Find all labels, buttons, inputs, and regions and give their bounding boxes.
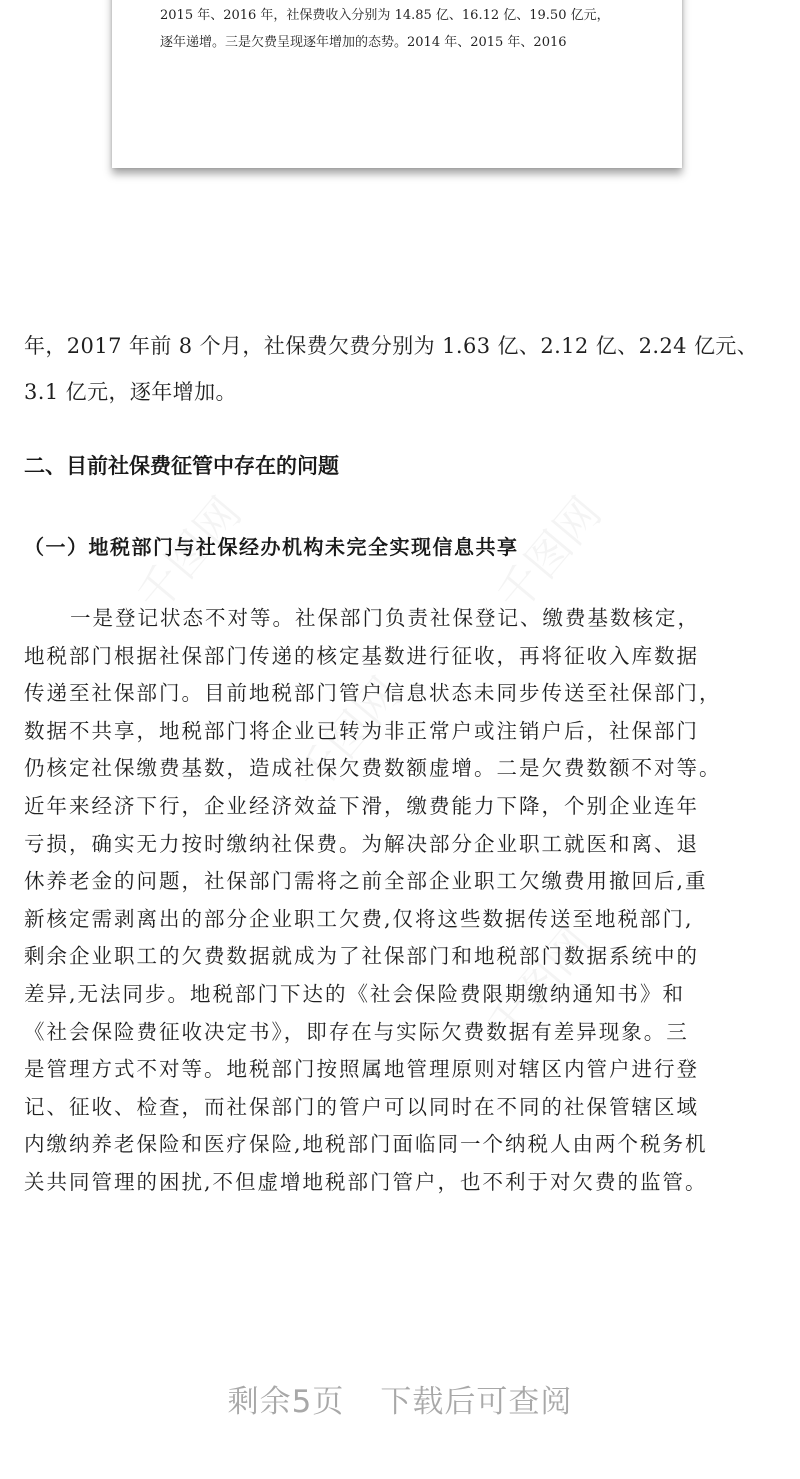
body-line: 数据不共享，地税部门将企业已转为非正常户或注销户后，社保部门 [24, 718, 699, 743]
body-line: 地税部门根据社保部门传递的核定基数进行征收，再将征收入库数据 [24, 643, 699, 668]
body-line: 内缴纳养老保险和医疗保险,地税部门面临同一个纳税人由两个税务机 [24, 1132, 708, 1157]
body-line: 剩余企业职工的欠费数据就成为了社保部门和地税部门数据系统中的 [24, 944, 699, 969]
body-line: 《社会保险费征收决定书》，即存在与实际欠费数据有差异现象。三 [24, 1019, 689, 1044]
download-prompt[interactable] [0, 1376, 800, 1421]
body-line: 记、征收、检查，而社保部门的管户可以同时在不同的社保管辖区域 [24, 1094, 699, 1119]
preview-line: 逐年递增。三是欠费呈现逐年增加的态势。2014 年、2015 年、2016 [160, 35, 567, 50]
body-line: 差异,无法同步。地税部门下达的《社会保险费限期缴纳通知书》和 [24, 981, 686, 1006]
continuation-line: 3.1 亿元，逐年增加。 [24, 380, 237, 404]
continuation-line: 年，2017 年前 8 个月，社保费欠费分别为 1.63 亿、2.12 亿、2.24 亿元、 [24, 334, 759, 358]
preview-line: 2015 年、2016 年，社保费收入分别为 14.85 亿、16.12 亿、19.50 亿元， [160, 8, 610, 23]
body-line: 传递至社保部门。目前地税部门管户信息状态未同步传送至社保部门， [24, 681, 722, 706]
download-to-view-link[interactable]: 下载后可查阅 [380, 1384, 573, 1420]
body-line: 关共同管理的困扰,不但虚增地税部门管户，也不利于对欠费的监管。 [24, 1169, 708, 1194]
body-line: 新核定需剥离出的部分企业职工欠费,仅将这些数据传送至地税部门, [24, 906, 694, 931]
body-paragraph [24, 600, 794, 1202]
body-line: 亏损，确实无力按时缴纳社保费。为解决部分企业职工就医和离、退 [24, 831, 699, 856]
body-line: 近年来经济下行，企业经济效益下滑，缴费能力下降，个别企业连年 [24, 793, 699, 818]
subsection-heading: （一）地税部门与社保经办机构未完全实现信息共享 [24, 535, 519, 559]
page-preview-card [112, 0, 682, 168]
remaining-pages-text[interactable]: 剩余5页 [227, 1384, 345, 1420]
body-line: 休养老金的问题，社保部门需将之前全部企业职工欠缴费用撤回后,重 [24, 869, 708, 894]
body-line: 一是登记状态不对等。社保部门负责社保登记、缴费基数核定， [70, 606, 700, 630]
body-line: 是管理方式不对等。地税部门按照属地管理原则对辖区内管户进行登 [24, 1057, 699, 1082]
body-line: 仍核定社保缴费基数，造成社保欠费数额虚增。二是欠费数额不对等。 [24, 756, 722, 781]
section-heading: 二、目前社保费征管中存在的问题 [24, 454, 339, 478]
